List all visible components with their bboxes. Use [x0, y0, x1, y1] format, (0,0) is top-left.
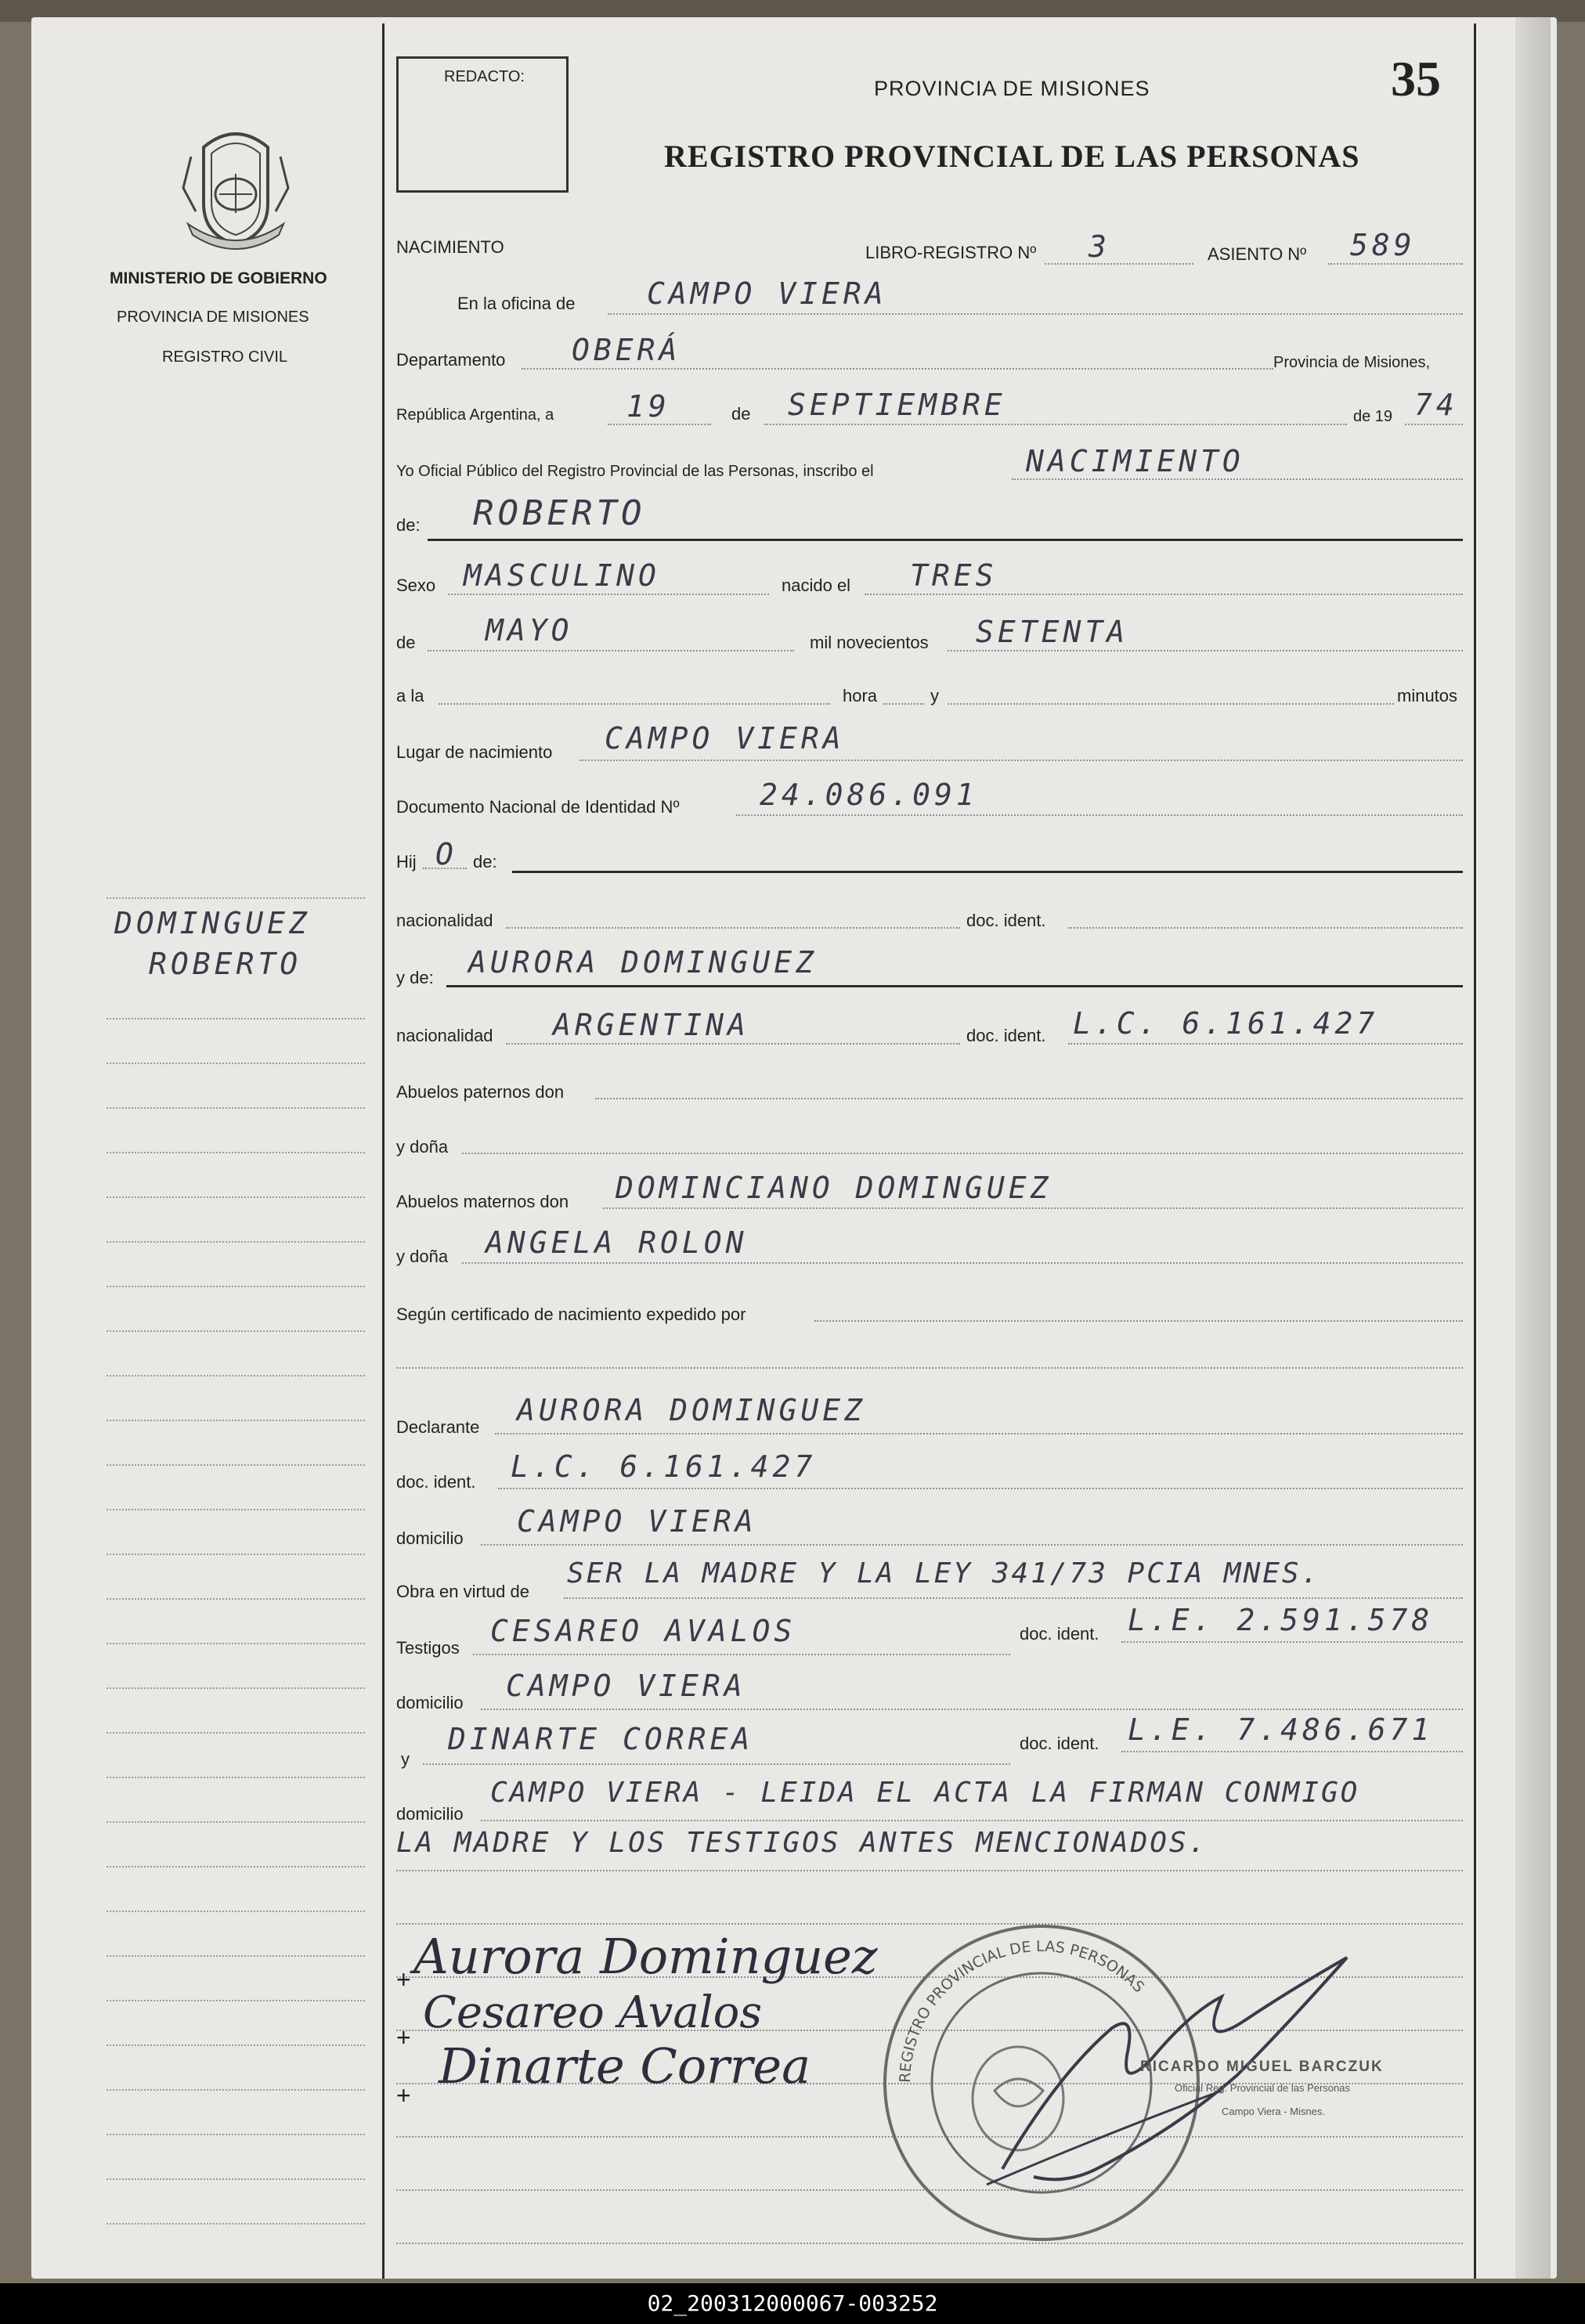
field-line — [448, 594, 769, 595]
field-line — [1328, 263, 1463, 265]
signature-madre: Aurora Dominguez — [413, 1928, 878, 1985]
margin-line — [107, 1643, 365, 1644]
label-de: de — [731, 404, 751, 424]
margin-line — [107, 1955, 365, 1957]
field-line — [481, 1544, 1463, 1546]
label-sexo: Sexo — [396, 576, 436, 595]
margin-line — [107, 1152, 365, 1153]
value-doc-madre: L.C. 6.161.427 — [1073, 1006, 1379, 1041]
value-doc-declarante: L.C. 6.161.427 — [511, 1449, 817, 1484]
margin-line — [107, 2089, 365, 2091]
label-doc-ident-2: doc. ident. — [966, 1026, 1046, 1045]
left-rule — [382, 23, 385, 2279]
margin-line — [107, 1866, 365, 1868]
value-nombre: ROBERTO — [473, 493, 646, 533]
value-abuelo-materno: DOMINCIANO DOMINGUEZ — [616, 1171, 1052, 1205]
value-testigo-2: DINARTE CORREA — [448, 1722, 754, 1756]
margin-line — [107, 2223, 365, 2225]
field-line — [865, 594, 1463, 595]
label-a-la: a la — [396, 686, 424, 706]
header-province: PROVINCIA DE MISIONES — [874, 77, 1150, 100]
field-line — [495, 1433, 1463, 1434]
field-line — [564, 1597, 1463, 1599]
field-line — [603, 1207, 1463, 1209]
label-y-dona: y doña — [396, 1137, 449, 1157]
field-line — [462, 1262, 1463, 1264]
field-line — [579, 760, 1463, 761]
value-oficina: CAMPO VIERA — [647, 276, 887, 311]
field-line — [522, 368, 1273, 370]
label-declarante: Declarante — [396, 1417, 480, 1437]
value-domicilio-testigo-2: CAMPO VIERA - LEIDA EL ACTA LA FIRMAN CONMIGO — [490, 1777, 1360, 1809]
label-nacionalidad-2: nacionalidad — [396, 1026, 493, 1045]
label-segun: Según certificado de nacimiento expedido por — [396, 1305, 746, 1324]
cross-mark: + — [396, 2023, 411, 2052]
margin-line — [107, 1330, 365, 1332]
label-y-de: y de: — [396, 968, 434, 987]
margin-line — [107, 1821, 365, 1823]
margin-line — [107, 897, 365, 899]
field-line — [481, 1820, 1463, 1821]
value-doc-testigo-2: L.E. 7.486.671 — [1128, 1712, 1434, 1747]
label-doc-ident-3: doc. ident. — [396, 1472, 476, 1492]
margin-line — [107, 1018, 365, 1019]
field-line — [1012, 478, 1463, 480]
margin-line — [107, 2044, 365, 2046]
label-asiento: ASIENTO Nº — [1208, 244, 1307, 264]
field-line — [423, 1763, 1010, 1765]
value-lugar: CAMPO VIERA — [605, 721, 845, 756]
value-dia: 19 — [626, 389, 670, 424]
page-gutter — [1515, 17, 1551, 2279]
field-line — [736, 814, 1463, 816]
label-libro: LIBRO-REGISTRO Nº — [865, 243, 1037, 262]
stamp-ring-text: REGISTRO PROVINCIAL DE LAS PERSONAS — [896, 1937, 1148, 2084]
value-hij-suffix: O — [435, 837, 457, 872]
left-province: PROVINCIA DE MISIONES — [117, 309, 309, 326]
value-asiento: 589 — [1350, 228, 1416, 262]
value-madre: AURORA DOMINGUEZ — [468, 945, 818, 980]
margin-line — [107, 1732, 365, 1734]
margin-surname: DOMINGUEZ — [114, 906, 311, 940]
value-cierre: LA MADRE Y LOS TESTIGOS ANTES MENCIONADOS. — [396, 1827, 1208, 1859]
value-mes-nac: MAYO — [486, 613, 573, 648]
field-line — [1405, 424, 1463, 425]
field-line — [428, 650, 794, 651]
label-abuelos-paternos: Abuelos paternos don — [396, 1082, 565, 1102]
mother-rule — [446, 985, 1463, 987]
label-abuelos-maternos: Abuelos maternos don — [396, 1192, 569, 1211]
margin-line — [107, 1107, 365, 1109]
margin-line — [107, 2178, 365, 2180]
label-de-19: de 19 — [1353, 408, 1393, 425]
field-line — [506, 1043, 960, 1045]
field-line — [1068, 1043, 1463, 1045]
provincial-seal-icon — [180, 125, 291, 251]
redacto-label: REDACTO: — [444, 68, 525, 85]
value-anio-nac: SETENTA — [976, 615, 1129, 649]
field-line — [948, 650, 1463, 651]
label-de-2: de — [396, 633, 416, 652]
left-office: REGISTRO CIVIL — [162, 348, 288, 366]
field-line — [1068, 927, 1463, 929]
field-line — [883, 703, 924, 705]
field-line — [814, 1320, 1463, 1322]
margin-line — [107, 1687, 365, 1689]
value-anio: 74 — [1414, 388, 1458, 422]
margin-line — [107, 1375, 365, 1377]
cross-mark: + — [396, 2081, 411, 2109]
margin-line — [107, 1286, 365, 1287]
field-line — [396, 1870, 1463, 1871]
margin-line — [107, 1777, 365, 1778]
image-caption: 02_200312000067-003252 — [647, 2290, 938, 2316]
value-libro: 3 — [1089, 229, 1110, 264]
field-line — [948, 703, 1394, 705]
margin-line — [107, 1911, 365, 1912]
label-doc-ident: doc. ident. — [966, 911, 1046, 930]
value-sexo: MASCULINO — [464, 558, 660, 593]
value-declarante: AURORA DOMINGUEZ — [517, 1393, 867, 1427]
label-obra: Obra en virtud de — [396, 1582, 529, 1601]
field-line — [1121, 1641, 1463, 1643]
registry-title: REGISTRO PROVINCIAL DE LAS PERSONAS — [664, 139, 1360, 174]
value-obra: SER LA MADRE Y LA LEY 341/73 PCIA MNES. — [567, 1557, 1321, 1590]
field-line — [608, 424, 711, 425]
label-nacionalidad: nacionalidad — [396, 911, 493, 930]
field-line — [396, 1367, 1463, 1369]
label-domicilio-3: domicilio — [396, 1804, 464, 1824]
label-y-dona-2: y doña — [396, 1247, 449, 1266]
label-hora: hora — [843, 686, 878, 706]
field-line — [506, 927, 960, 929]
value-domicilio-declarante: CAMPO VIERA — [517, 1504, 757, 1539]
signature-testigo-2: Dinarte Correa — [439, 2037, 811, 2095]
margin-line — [107, 1598, 365, 1600]
value-documento: 24.086.091 — [760, 778, 978, 812]
label-departamento: Departamento — [396, 350, 506, 370]
value-mes: SEPTIEMBRE — [788, 388, 1006, 422]
field-line — [595, 1098, 1463, 1099]
value-nacido-el: TRES — [910, 558, 998, 593]
label-hij: Hij — [396, 852, 417, 872]
margin-line — [107, 1196, 365, 1198]
field-line — [608, 313, 1463, 315]
officer-location: Campo Viera - Misnes. — [1222, 2106, 1325, 2117]
value-domicilio-testigo-1: CAMPO VIERA — [506, 1669, 746, 1703]
margin-line — [107, 1509, 365, 1510]
label-de-colon-2: de: — [473, 852, 497, 872]
margin-line — [107, 2134, 365, 2135]
label-oficina: En la oficina de — [457, 294, 576, 313]
value-departamento: OBERÁ — [572, 333, 681, 367]
label-de-colon: de: — [396, 515, 421, 535]
field-line — [1045, 263, 1193, 265]
field-line — [1121, 1751, 1463, 1752]
label-nacido-el: nacido el — [782, 576, 851, 595]
label-republica: República Argentina, a — [396, 406, 554, 424]
label-doc-ident-4: doc. ident. — [1020, 1624, 1099, 1644]
page-number: 35 — [1391, 51, 1441, 106]
label-nacimiento: NACIMIENTO — [396, 237, 504, 257]
field-line — [481, 1709, 1463, 1710]
label-provincia: Provincia de Misiones, — [1273, 354, 1431, 371]
margin-line — [107, 1241, 365, 1243]
field-line — [462, 1153, 1463, 1154]
value-inscribo: NACIMIENTO — [1026, 444, 1244, 478]
value-nacionalidad-madre: ARGENTINA — [553, 1008, 749, 1042]
label-y: y — [930, 686, 939, 706]
value-testigo-1: CESAREO AVALOS — [490, 1614, 796, 1648]
margin-line — [107, 1464, 365, 1466]
label-yo-oficial: Yo Oficial Público del Registro Provincial de las Personas, inscribo el — [396, 463, 874, 480]
label-domicilio-2: domicilio — [396, 1693, 464, 1712]
margin-line — [107, 1420, 365, 1421]
label-documento: Documento Nacional de Identidad Nº — [396, 797, 680, 817]
label-domicilio: domicilio — [396, 1528, 464, 1548]
father-rule — [512, 871, 1463, 873]
field-line — [764, 424, 1347, 425]
value-abuela-materna: ANGELA ROLON — [486, 1225, 748, 1260]
redacto-box — [396, 56, 569, 193]
margin-line — [107, 1063, 365, 1064]
margin-given-name: ROBERTO — [149, 947, 302, 981]
ministry-name: MINISTERIO DE GOBIERNO — [110, 269, 327, 287]
margin-line — [107, 2000, 365, 2001]
label-mil-novecientos: mil novecientos — [810, 633, 929, 652]
label-minutos: minutos — [1397, 686, 1458, 706]
margin-line — [107, 1554, 365, 1555]
label-lugar: Lugar de nacimiento — [396, 742, 553, 762]
cross-mark: + — [396, 1965, 411, 1994]
name-rule — [428, 539, 1463, 541]
label-y-2: y — [401, 1749, 410, 1769]
label-doc-ident-5: doc. ident. — [1020, 1734, 1099, 1753]
officer-name: RICARDO MIGUEL BARCZUK — [1140, 2059, 1384, 2075]
label-testigos: Testigos — [396, 1638, 460, 1658]
field-line — [439, 703, 830, 705]
signature-testigo-1: Cesareo Avalos — [423, 1987, 763, 2038]
right-rule — [1474, 23, 1476, 2279]
field-line — [498, 1488, 1463, 1489]
field-line — [473, 1654, 1010, 1655]
value-doc-testigo-1: L.E. 2.591.578 — [1128, 1603, 1434, 1637]
officer-title: Oficial Reg. Provincial de las Personas — [1175, 2082, 1350, 2094]
